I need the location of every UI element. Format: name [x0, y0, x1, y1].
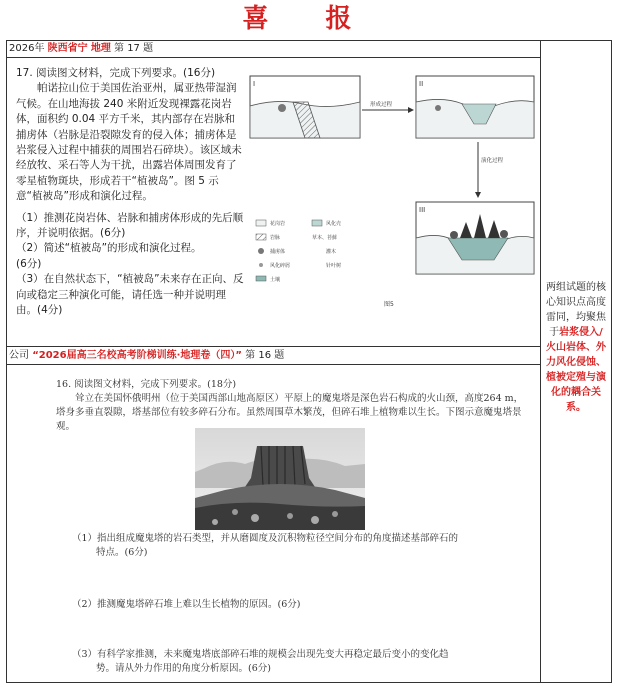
formation-arrow — [362, 100, 414, 113]
header1-subject: 地理 — [90, 43, 111, 54]
q16-sub1-line2: 特点。(6分) — [96, 547, 148, 558]
header2-question: 第 16 题 — [245, 350, 285, 361]
legend-item: 捕虏体 — [270, 249, 286, 255]
legend-item: 风化碎屑 — [270, 263, 291, 269]
q16-stem: 16. 阅读图文材料，完成下列要求。(18分) — [56, 379, 237, 390]
legend-item: 岩脉 — [270, 235, 281, 241]
q16-sub1 — [72, 532, 512, 560]
header2-source: “2026届高三名校高考阶梯训练·地理卷（四）” — [32, 350, 242, 361]
legend-item: 风化壳 — [326, 221, 342, 227]
legend-item: 灌木 — [326, 249, 337, 255]
arrow-evolution-label: 演化过程 — [481, 158, 504, 164]
devils-tower-photo — [195, 428, 365, 530]
page-title: 喜 报 — [242, 4, 376, 34]
legend-item: 针叶树 — [326, 263, 342, 269]
q16-material: 耸立在美国怀俄明州（位于美国西部山地高原区）平原上的魔鬼塔是深色岩石构成的火山颈，高度264 m，塔身多垂直裂隙，塔基部位有较多碎石分布。虽然周围草木繁茂，但碎石堆上植物难以生长。下图示意魔鬼塔景观。 — [56, 393, 524, 432]
figure-legend — [256, 220, 341, 283]
panel-2 — [416, 76, 534, 138]
q17-material: 帕诺拉山位于美国佐治亚州，属亚热带湿润气候。在山地海拔 240 米附近发现裸露花岗岩体，面积约 0.04 平方千米，其内部存在岩脉和捕虏体（岩脉是沿裂隙发育的侵入体；捕虏体是岩浆侵入过程中捕获的周围岩石碎块）。该区域未经放牧、采石等人为干扰，出露岩体周围发育了零星植物斑块，形成若干“植被岛”。图 5 示意“植被岛”形成和演化过程。 — [16, 82, 242, 203]
q16-sub2: （2）推测魔鬼塔碎石堆上难以生长植物的原因。(6分) — [72, 599, 301, 610]
panel-2-label: II — [419, 80, 424, 88]
header1-year: 2026年 — [9, 43, 45, 54]
header1-question: 第 17 题 — [114, 43, 154, 54]
q17-stem: 17. 阅读图文材料，完成下列要求。(16分) — [16, 67, 216, 79]
panel-1-label: I — [253, 80, 256, 88]
header-row-2 — [6, 347, 541, 365]
question-16 — [56, 378, 526, 434]
q16-sub3-line2: 势。请从外力作用的角度分析原因。(6分) — [96, 663, 271, 674]
legend-item: 草本、苔藓 — [312, 235, 338, 241]
header2-prefix: 公司 — [9, 350, 29, 361]
q16-sub3 — [72, 648, 512, 676]
q17-sub2: （2）简述“植被岛”的形成和演化过程。 — [16, 242, 202, 255]
panel-1 — [250, 76, 360, 138]
panel-3 — [416, 202, 534, 274]
side-note-highlight: 岩浆侵入/火山岩体、外力风化侵蚀、植被定殖与演化的耦合关系。 — [546, 327, 606, 413]
legend-item: 土壤 — [270, 277, 281, 283]
q17-sub1: （1）推测花岗岩体、岩脉和捕虏体形成的先后顺序，并说明依据。(6分) — [16, 211, 244, 240]
question-17 — [16, 66, 244, 319]
evolution-arrow — [475, 142, 504, 198]
header1-source: 陕西省宁 — [47, 43, 88, 54]
side-note — [545, 280, 607, 415]
figure-caption: 图5 — [384, 301, 394, 308]
legend-item: 花岗岩 — [270, 221, 286, 227]
q16-sub3-line1: （3）有科学家推测，未来魔鬼塔底部碎石堆的规模会出现先变大再稳定最后变小的变化趋 — [72, 649, 449, 660]
panel-3-label: III — [419, 206, 426, 214]
q17-sub2-score: (6分) — [16, 257, 42, 270]
header-row-1 — [6, 40, 541, 58]
q17-sub3: （3）在自然状态下，“植被岛”未来存在正向、反向或稳定三种演化可能，请任选一种并说明理由。(4分) — [16, 273, 244, 317]
side-note-text: 两组试题的核心知识点高度雷同，均聚焦于 — [546, 282, 606, 338]
arrow-formation-label: 形成过程 — [370, 102, 393, 108]
figure-5 — [248, 62, 538, 348]
q16-sub1-line1: （1）指出组成魔鬼塔的岩石类型，并从磨圆度及沉积物粒径空间分布的角度描述基部碎石的 — [72, 533, 459, 544]
